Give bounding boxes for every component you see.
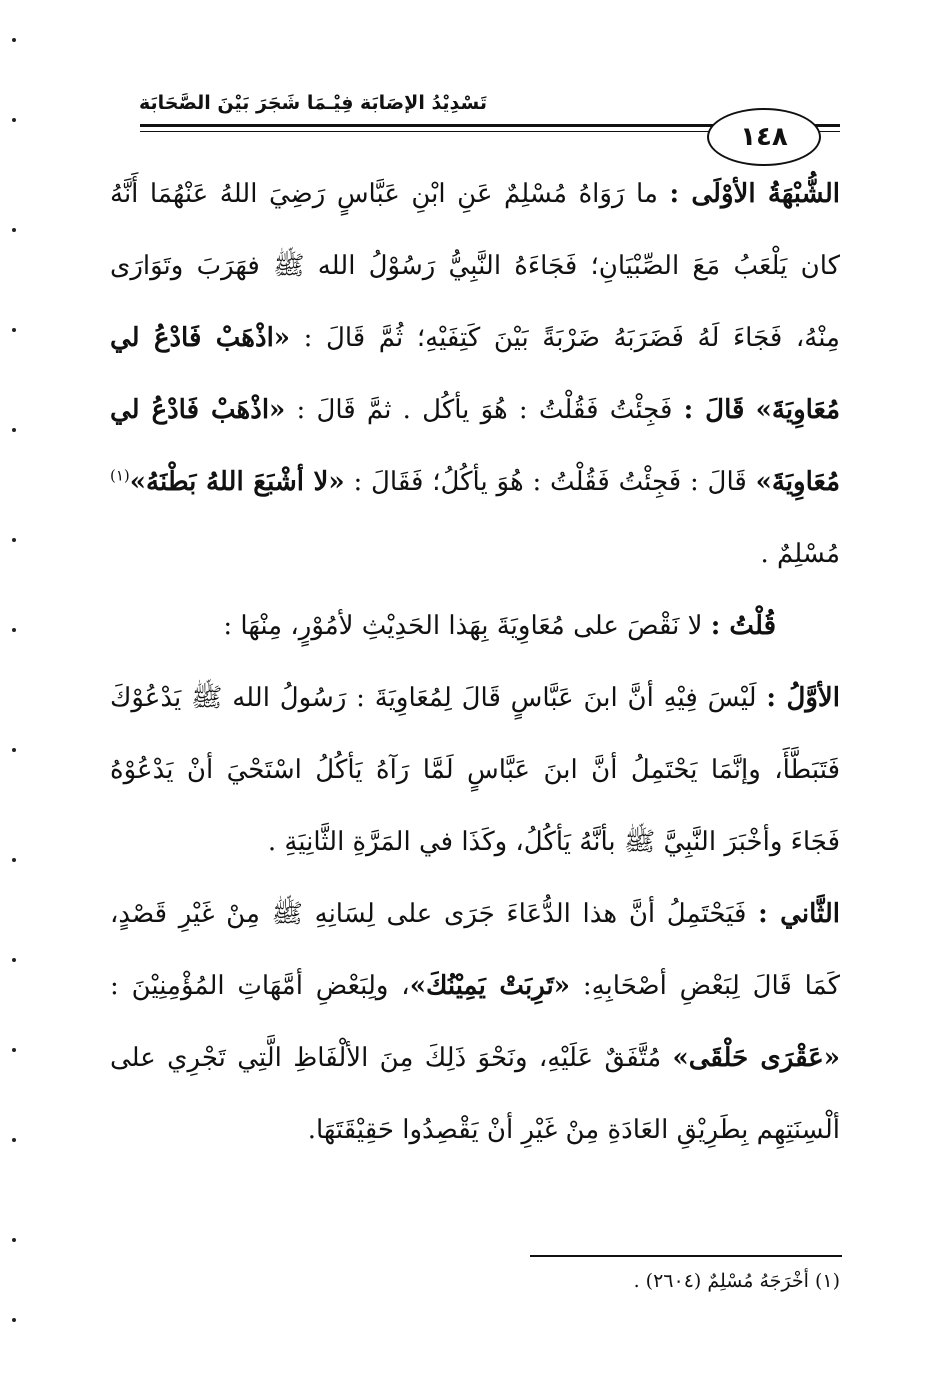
margin-mark (12, 628, 16, 632)
footnote-reference: (١) (110, 466, 130, 485)
paragraph-second-point (110, 878, 840, 1166)
margin-mark (12, 748, 16, 752)
section-heading: الشُّبْهَةُ الأوْلَى : (669, 179, 840, 209)
paragraph-note (110, 590, 840, 662)
margin-mark (12, 428, 16, 432)
paragraph-text: ، ولِبَعْضِ أمَّهَاتِ المُؤْمِنِيْنَ : (110, 971, 410, 1001)
running-title: تَسْدِيْدُ الإصَابَة فِيْـمَا شَجَرَ بَيْنَ الصَّحَابَة (138, 92, 487, 114)
paragraph-text: فَيَحْتَمِلُ أنَّ هذا الدُّعَاءَ جَرَى على لِسَانِهِ ﷺ مِنْ غَيْرِ قَصْدٍ، كَمَا قَالَ لِبَعْضِ أصْحَابِهِ: (110, 899, 840, 1001)
page-number (707, 108, 821, 166)
paragraph-text: لا نَقْصَ على مُعَاوِيَةَ بِهَذا الحَدِيْثِ لأمُوْرٍ، مِنْهَا : (223, 611, 711, 641)
section-heading: الأوَّلُ : (766, 683, 840, 713)
footnote: (١) أخْرَجَهُ مُسْلِمٌ (٢٦٠٤) . (633, 1270, 840, 1292)
footnote-separator (530, 1255, 842, 1257)
narration-word: قَالَ : (683, 395, 745, 425)
margin-mark (12, 538, 16, 542)
section-heading: الثَّاني : (758, 899, 840, 929)
paragraph-text: قَالَ : فَجِئْتُ فَقُلْتُ : هُوَ يأكُلُ؛ فَقَالَ : (344, 467, 756, 497)
paragraph-text: لَيْسَ فِيْهِ أنَّ ابنَ عَبَّاسٍ قَالَ لِمُعَاوِيَةَ : رَسُولُ الله ﷺ يَدْعُوْكَ فَتَبَطَّأَ، وإنَّمَا يَحْتَمِلُ أنَّ ابنَ عَبَّاسٍ لَمَّا رَآهُ يَأكُلُ اسْتَحْيَ أنْ يَدْعُوْهُ فَجَاءَ وأخْبَرَ النَّبِيَّ ﷺ بأنَّهُ يَأكُلُ، وكَذَا في المَرَّةِ الثَّانِيَةِ . (110, 683, 840, 857)
margin-mark (12, 38, 16, 42)
paragraph-first-point (110, 662, 840, 878)
paragraph-first-doubt (110, 158, 840, 590)
hadith-quote: «اذْهَبْ فَادْعُ لي مُعَاوِيَةَ» (110, 323, 841, 425)
paragraph-text: مُسْلِمٌ . (760, 539, 840, 569)
margin-mark (12, 1238, 16, 1242)
margin-mark (12, 118, 16, 122)
paragraph-text: ما رَوَاهُ مُسْلِمٌ عَنِ ابْنِ عَبَّاسٍ رَضِيَ اللهُ عَنْهُمَا أَنَّهُ كان يَلْعَبُ مَعَ الصِّبْيَانِ؛ فَجَاءَهُ النَّبِيُّ رَسُوْلُ الله ﷺ فهَرَبَ وتَوَارَى مِنْهُ، فَجَاءَ لَهُ فَضَرَبَهُ ضَرْبَةً بَيْنَ كَتِفَيْهِ؛ ثُمَّ قَالَ : (110, 179, 840, 353)
paragraph-text: فَجِئْتُ فَقُلْتُ : هُوَ يأكُل . ثمَّ قَالَ : (285, 395, 684, 425)
hadith-quote: «اذْهَبْ فَادْعُ لي مُعَاوِيَةَ» (110, 395, 840, 497)
margin-mark (12, 858, 16, 862)
page-number-text: ١٤٨ (740, 122, 788, 152)
hadith-quote: «تَرِبَتْ يَمِيْنُكَ» (409, 971, 571, 1001)
margin-mark (12, 1138, 16, 1142)
paragraph-text: مُتَّفَقٌ عَلَيْهِ، ونَحْوَ ذَلِكَ مِنَ الألْفَاظِ الَّتِي تَجْرِي على ألْسِنَتِهِم بِطَرِيْقِ العَادَةِ مِنْ غَيْرِ أنْ يَقْصِدُوا حَقِيْقَتَهَا. (110, 1043, 840, 1145)
hadith-quote: «عَقْرَى حَلْقَى» (672, 1043, 840, 1073)
hadith-quote: «لا أشْبَعَ اللهُ بَطْنَهُ» (129, 467, 345, 497)
margin-mark (12, 1048, 16, 1052)
margin-mark (12, 1318, 16, 1322)
margin-mark (12, 958, 16, 962)
margin-mark (12, 228, 16, 232)
paragraph-text (744, 395, 755, 425)
section-heading: قُلْتُ : (710, 611, 776, 641)
margin-mark (12, 328, 16, 332)
main-text (110, 158, 840, 1166)
